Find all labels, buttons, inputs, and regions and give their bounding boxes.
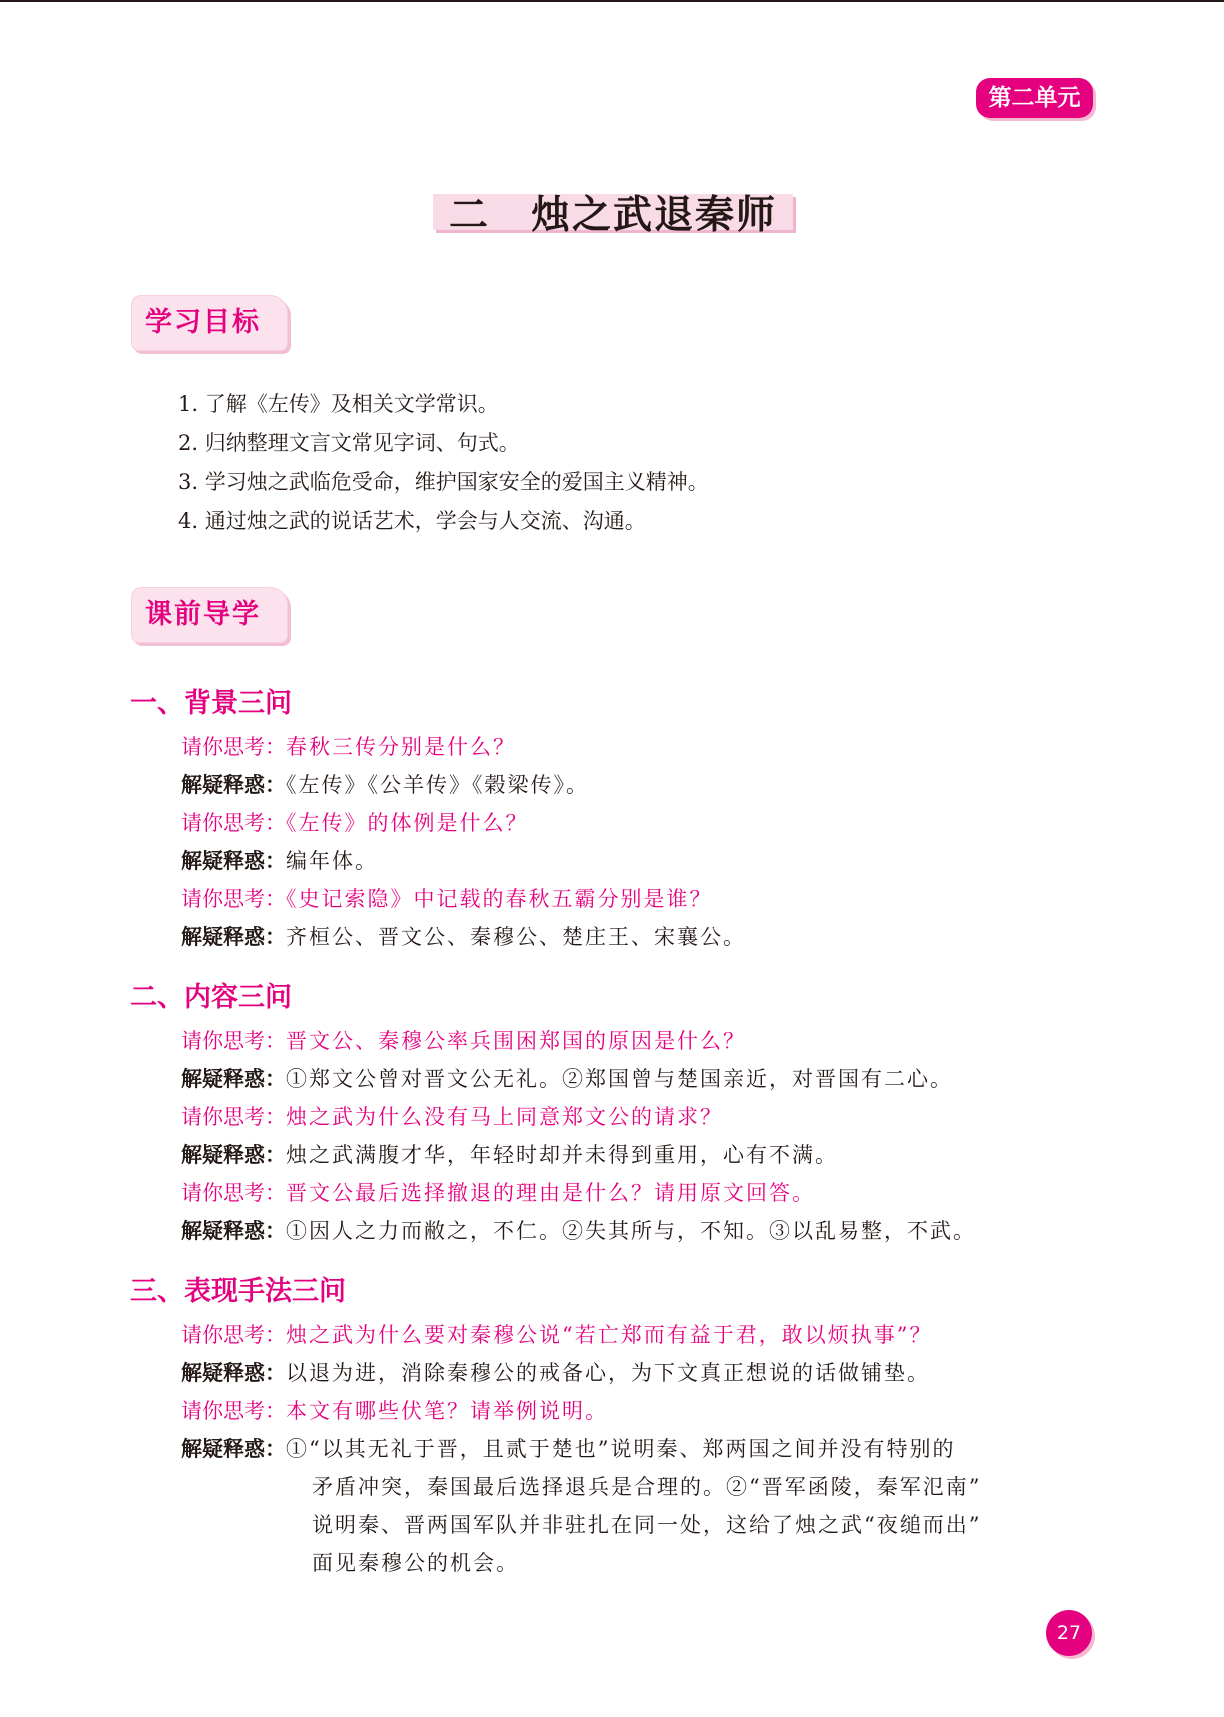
- question-row: [181, 1025, 746, 1055]
- unit-tab: 第二单元: [976, 78, 1093, 118]
- answer-text: 齐桓公、晋文公、秦穆公、楚庄王、宋襄公。: [286, 925, 746, 949]
- question-text: 烛之武为什么要对秦穆公说“若亡郑而有益于君，敢以烦执事”？: [286, 1323, 933, 1347]
- answer-row: [181, 769, 589, 799]
- group-heading-technique: 三、表现手法三问: [130, 1276, 346, 1307]
- answer-text: ①因人之力而敝之，不仁。②失其所与，不知。③以乱易整，不武。: [286, 1219, 976, 1243]
- answer-label: 解疑释惑：: [181, 1067, 286, 1091]
- group-heading-content: 二、内容三问: [130, 982, 292, 1013]
- question-text: 本文有哪些伏笔？请举例说明。: [286, 1399, 608, 1423]
- answer-continuation: 矛盾冲突，秦国最后选择退兵是合理的。②“晋军函陵，秦军氾南”: [312, 1475, 982, 1499]
- question-label: 请你思考：: [181, 1029, 286, 1053]
- question-row: [181, 883, 713, 913]
- answer-label: 解疑释惑：: [181, 773, 286, 797]
- answer-row: [181, 1215, 976, 1245]
- answer-row: [181, 1433, 955, 1463]
- answer-row: [181, 845, 378, 875]
- answer-text: 烛之武满腹才华，年轻时却并未得到重用，心有不满。: [286, 1143, 838, 1167]
- question-text: 春秋三传分别是什么？: [286, 735, 516, 759]
- objective-item: 4. 通过烛之武的说话艺术，学会与人交流、沟通。: [178, 509, 646, 533]
- answer-continuation: 面见秦穆公的机会。: [312, 1551, 519, 1575]
- question-row: [181, 1101, 723, 1131]
- question-label: 请你思考：: [181, 1181, 286, 1205]
- question-text: 《左传》的体例是什么？: [286, 811, 529, 835]
- answer-text: 编年体。: [286, 849, 378, 873]
- question-label: 请你思考：: [181, 735, 286, 759]
- group-heading-background: 一、背景三问: [130, 688, 292, 719]
- objective-item: 2. 归纳整理文言文常见字词、句式。: [178, 431, 520, 455]
- answer-row: [181, 1357, 930, 1387]
- preview-label: 课前导学: [131, 587, 288, 643]
- answer-label: 解疑释惑：: [181, 1361, 286, 1385]
- question-row: [181, 1177, 815, 1207]
- answer-text: 以退为进，消除秦穆公的戒备心，为下文真正想说的话做铺垫。: [286, 1361, 930, 1385]
- answer-row: [181, 1139, 838, 1169]
- answer-label: 解疑释惑：: [181, 1437, 286, 1461]
- top-rule: [0, 0, 1224, 2]
- page-number: 27: [1046, 1610, 1092, 1656]
- question-row: [181, 731, 516, 761]
- answer-text: ①“以其无礼于晋，且贰于楚也”说明秦、郑两国之间并没有特别的: [286, 1437, 956, 1461]
- objective-item: 3. 学习烛之武临危受命，维护国家安全的爱国主义精神。: [178, 470, 709, 494]
- answer-row: [181, 1063, 953, 1093]
- objectives-list: [178, 385, 709, 541]
- lesson-title: 二 烛之武退秦师: [448, 193, 777, 238]
- question-row: [181, 807, 529, 837]
- objective-item: 1. 了解《左传》及相关文学常识。: [178, 392, 499, 416]
- question-text: 《史记索隐》中记载的春秋五霸分别是谁？: [286, 887, 713, 911]
- question-label: 请你思考：: [181, 1399, 286, 1423]
- objectives-label: 学习目标: [131, 295, 288, 351]
- question-row: [181, 1319, 932, 1349]
- answer-label: 解疑释惑：: [181, 925, 286, 949]
- question-label: 请你思考：: [181, 887, 286, 911]
- answer-label: 解疑释惑：: [181, 849, 286, 873]
- answer-text: 《左传》《公羊传》《榖梁传》。: [286, 773, 589, 797]
- question-label: 请你思考：: [181, 1105, 286, 1129]
- lesson-title-block: [433, 184, 793, 238]
- answer-label: 解疑释惑：: [181, 1219, 286, 1243]
- answer-label: 解疑释惑：: [181, 1143, 286, 1167]
- question-text: 晋文公最后选择撤退的理由是什么？请用原文回答。: [286, 1181, 815, 1205]
- answer-row: [181, 921, 746, 951]
- question-text: 晋文公、秦穆公率兵围困郑国的原因是什么？: [286, 1029, 746, 1053]
- answer-continuation: 说明秦、晋两国军队并非驻扎在同一处，这给了烛之武“夜缒而出”: [312, 1513, 982, 1537]
- question-row: [181, 1395, 608, 1425]
- question-text: 烛之武为什么没有马上同意郑文公的请求？: [286, 1105, 723, 1129]
- answer-text: ①郑文公曾对晋文公无礼。②郑国曾与楚国亲近，对晋国有二心。: [286, 1067, 953, 1091]
- question-label: 请你思考：: [181, 811, 286, 835]
- question-label: 请你思考：: [181, 1323, 286, 1347]
